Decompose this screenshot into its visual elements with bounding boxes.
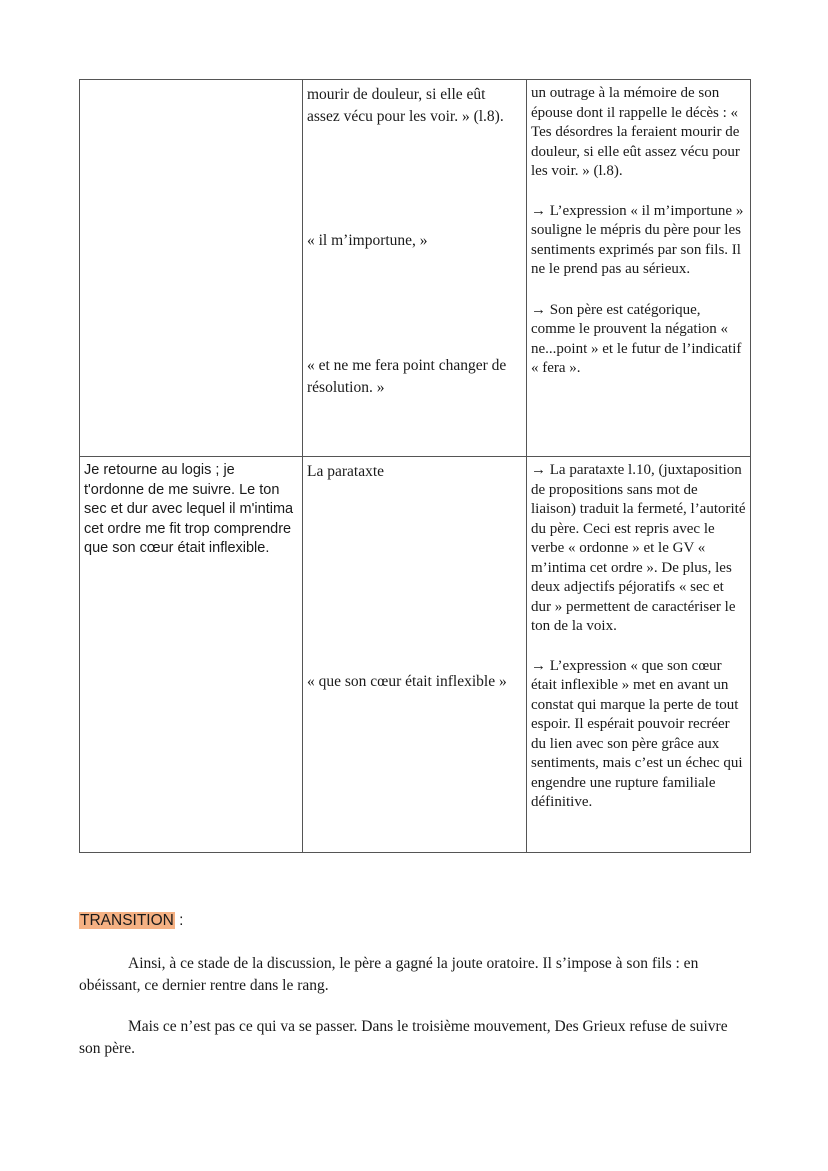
- transition-heading: [79, 912, 184, 930]
- citation: La parataxte: [307, 463, 385, 480]
- citation: « il m’importune, »: [307, 232, 428, 249]
- text-excerpt-cell: [80, 457, 303, 853]
- table-row: [80, 80, 751, 457]
- analysis-text: → La parataxte l.10, (juxtaposition de propositions sans mot de liaison) traduit la fermeté, l’autorité du père. Ceci est repris avec le verbe « ordonne » et le GV « m’intima cet ordre ». De plus, les deux adjectifs péjoratifs « sec et dur » permettent de caractériser le ton de la voix.: [531, 462, 746, 634]
- transition-colon: :: [174, 912, 184, 929]
- analysis-text: un outrage à la mémoire de son épouse dont il rappelle le décès : « Tes désordres la feraient mourir de douleur, si elle eût assez vécu pour les voir. » (l.8).: [531, 85, 740, 179]
- citation-cell: [303, 80, 527, 457]
- analysis-text: → L’expression « il m’importune » souligne le mépris du père pour les sentiments exprimés par son fils. Il ne le prend pas au sérieux.: [531, 202, 744, 277]
- citation: « que son cœur était inflexible »: [307, 673, 507, 690]
- text-excerpt: Je retourne au logis ; je t'ordonne de me suivre. Le ton sec et dur avec lequel il m'intima cet ordre me fit trop comprendre que son cœur était inflexible.: [84, 462, 294, 556]
- transition-label: TRANSITION: [80, 912, 174, 929]
- analysis-text: → L’expression « que son cœur était inflexible » met en avant un constat qui marque la perte de tout espoir. Il espérait pouvoir recréer du lien avec son père grâce aux sentiments, mais c’est un échec qui engendre une rupture familiale définitive.: [531, 657, 743, 810]
- analysis-text: → Son père est catégorique, comme le prouvent la négation « ne...point » et le futur de l’indicatif « fera ».: [531, 301, 742, 376]
- citation-cell: [303, 457, 527, 853]
- paragraph: Ainsi, à ce stade de la discussion, le père a gagné la joute oratoire. Il s’impose à son fils : en obéissant, ce dernier rentre dans le rang.: [79, 955, 699, 994]
- paragraph: Mais ce n’est pas ce qui va se passer. Dans le troisième mouvement, Des Grieux refuse de suivre son père.: [79, 1018, 728, 1057]
- table-row: [80, 457, 751, 853]
- text-excerpt-cell: [80, 80, 303, 457]
- analysis-cell: [527, 80, 751, 457]
- citation: mourir de douleur, si elle eût assez vécu pour les voir. » (l.8).: [307, 86, 504, 125]
- analysis-table: [79, 79, 751, 853]
- analysis-cell: [527, 457, 751, 853]
- citation: « et ne me fera point changer de résolution. »: [307, 357, 507, 396]
